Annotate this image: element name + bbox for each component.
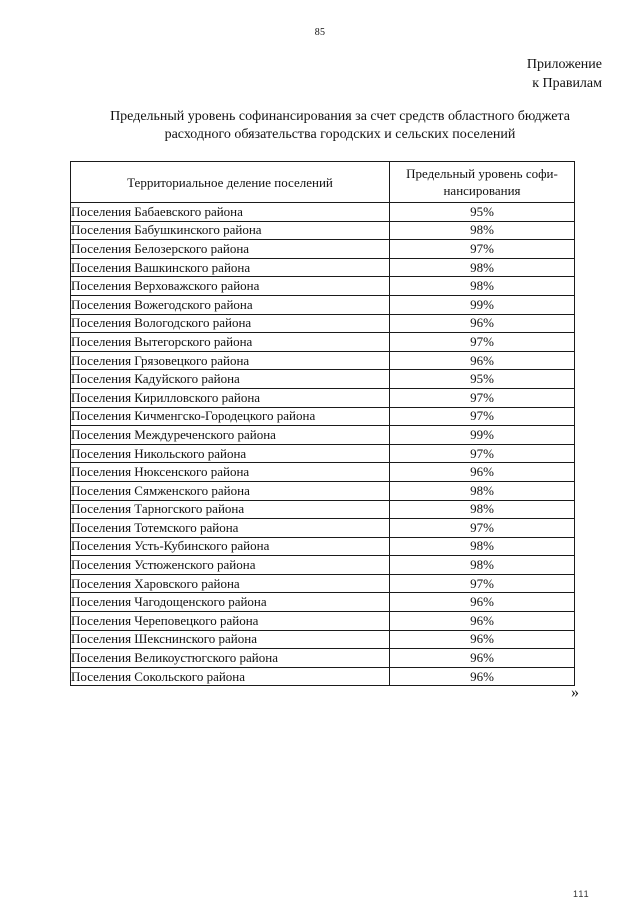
table-row — [71, 370, 575, 389]
settlement-name-cell: Поселения Шекснинского района — [71, 630, 390, 649]
settlement-name-cell: Поселения Бабушкинского района — [71, 221, 390, 240]
cofinancing-level-cell: 96% — [390, 630, 575, 649]
cofinancing-level-cell: 95% — [390, 203, 575, 222]
settlement-name-cell: Поселения Устюженского района — [71, 556, 390, 575]
column-header-level-line-2: нансирования — [443, 183, 521, 198]
settlement-name-cell: Поселения Тотемского района — [71, 519, 390, 538]
appendix-line-2: к Правилам — [532, 76, 602, 91]
table-row — [71, 388, 575, 407]
table-row — [71, 667, 575, 686]
settlement-name-cell: Поселения Великоустюгского района — [71, 649, 390, 668]
settlement-name-cell: Поселения Чагодощенского района — [71, 593, 390, 612]
table-row — [71, 500, 575, 519]
cofinancing-table — [70, 161, 575, 686]
table-row — [71, 203, 575, 222]
cofinancing-level-cell: 96% — [390, 649, 575, 668]
cofinancing-level-cell: 96% — [390, 612, 575, 631]
appendix-note — [527, 55, 602, 93]
cofinancing-level-cell: 96% — [390, 593, 575, 612]
settlement-name-cell: Поселения Вытегорского района — [71, 333, 390, 352]
cofinancing-level-cell: 97% — [390, 444, 575, 463]
settlement-name-cell: Поселения Грязовецкого района — [71, 351, 390, 370]
cofinancing-level-cell: 98% — [390, 500, 575, 519]
cofinancing-level-cell: 97% — [390, 574, 575, 593]
cofinancing-level-cell: 98% — [390, 537, 575, 556]
settlement-name-cell: Поселения Череповецкого района — [71, 612, 390, 631]
settlement-name-cell: Поселения Нюксенского района — [71, 463, 390, 482]
table-row — [71, 574, 575, 593]
settlement-name-cell: Поселения Белозерского района — [71, 240, 390, 259]
settlement-name-cell: Поселения Кадуйского района — [71, 370, 390, 389]
table-row — [71, 426, 575, 445]
cofinancing-level-cell: 96% — [390, 314, 575, 333]
settlement-name-cell: Поселения Харовского района — [71, 574, 390, 593]
footer-mark: 111 — [573, 889, 590, 899]
settlement-name-cell: Поселения Усть-Кубинского района — [71, 537, 390, 556]
table-row — [71, 612, 575, 631]
table-row — [71, 258, 575, 277]
table-row — [71, 221, 575, 240]
column-header-territory: Территориальное деление поселений — [71, 162, 390, 203]
column-header-level — [390, 162, 575, 203]
table-row — [71, 295, 575, 314]
cofinancing-level-cell: 96% — [390, 463, 575, 482]
appendix-line-1: Приложение — [526, 57, 602, 72]
settlement-name-cell: Поселения Верховажского района — [71, 277, 390, 296]
cofinancing-level-cell: 99% — [390, 426, 575, 445]
cofinancing-level-cell: 97% — [390, 333, 575, 352]
settlement-name-cell: Поселения Кичменгско-Городецкого района — [71, 407, 390, 426]
cofinancing-level-cell: 97% — [390, 388, 575, 407]
table-row — [71, 519, 575, 538]
closing-quote-mark: » — [571, 684, 579, 701]
cofinancing-level-cell: 97% — [390, 407, 575, 426]
cofinancing-level-cell: 99% — [390, 295, 575, 314]
cofinancing-level-cell: 98% — [390, 556, 575, 575]
settlement-name-cell: Поселения Бабаевского района — [71, 203, 390, 222]
table-row — [71, 444, 575, 463]
table-row — [71, 556, 575, 575]
cofinancing-level-cell: 96% — [390, 351, 575, 370]
settlement-name-cell: Поселения Вашкинского района — [71, 258, 390, 277]
table-row — [71, 351, 575, 370]
settlement-name-cell: Поселения Вожегодского района — [71, 295, 390, 314]
document-title-line-2: расходного обязательства городских и сельских поселений — [164, 127, 516, 142]
table-row — [71, 277, 575, 296]
cofinancing-level-cell: 98% — [390, 221, 575, 240]
table-row — [71, 314, 575, 333]
table-row — [71, 240, 575, 259]
table-row — [71, 481, 575, 500]
settlement-name-cell: Поселения Тарногского района — [71, 500, 390, 519]
column-header-level-line-1: Предельный уровень софи- — [406, 166, 558, 181]
cofinancing-level-cell: 95% — [390, 370, 575, 389]
cofinancing-level-cell: 96% — [390, 667, 575, 686]
settlement-name-cell: Поселения Кирилловского района — [71, 388, 390, 407]
document-title-line-1: Предельный уровень софинансирования за счет средств областного бюджета — [110, 109, 570, 124]
cofinancing-level-cell: 98% — [390, 481, 575, 500]
settlement-name-cell: Поселения Никольского района — [71, 444, 390, 463]
table-row — [71, 407, 575, 426]
cofinancing-level-cell: 98% — [390, 277, 575, 296]
settlement-name-cell: Поселения Междуреченского района — [71, 426, 390, 445]
cofinancing-level-cell: 98% — [390, 258, 575, 277]
table-row — [71, 333, 575, 352]
document-title — [40, 108, 640, 144]
settlement-name-cell: Поселения Сокольского района — [71, 667, 390, 686]
settlement-name-cell: Поселения Сямженского района — [71, 481, 390, 500]
table-row — [71, 537, 575, 556]
cofinancing-level-cell: 97% — [390, 240, 575, 259]
cofinancing-level-cell: 97% — [390, 519, 575, 538]
settlement-name-cell: Поселения Вологодского района — [71, 314, 390, 333]
table-row — [71, 593, 575, 612]
page-number: 85 — [314, 27, 326, 38]
table-body — [71, 203, 575, 686]
table-header-row — [71, 162, 575, 203]
table-row — [71, 630, 575, 649]
table-row — [71, 649, 575, 668]
table-row — [71, 463, 575, 482]
